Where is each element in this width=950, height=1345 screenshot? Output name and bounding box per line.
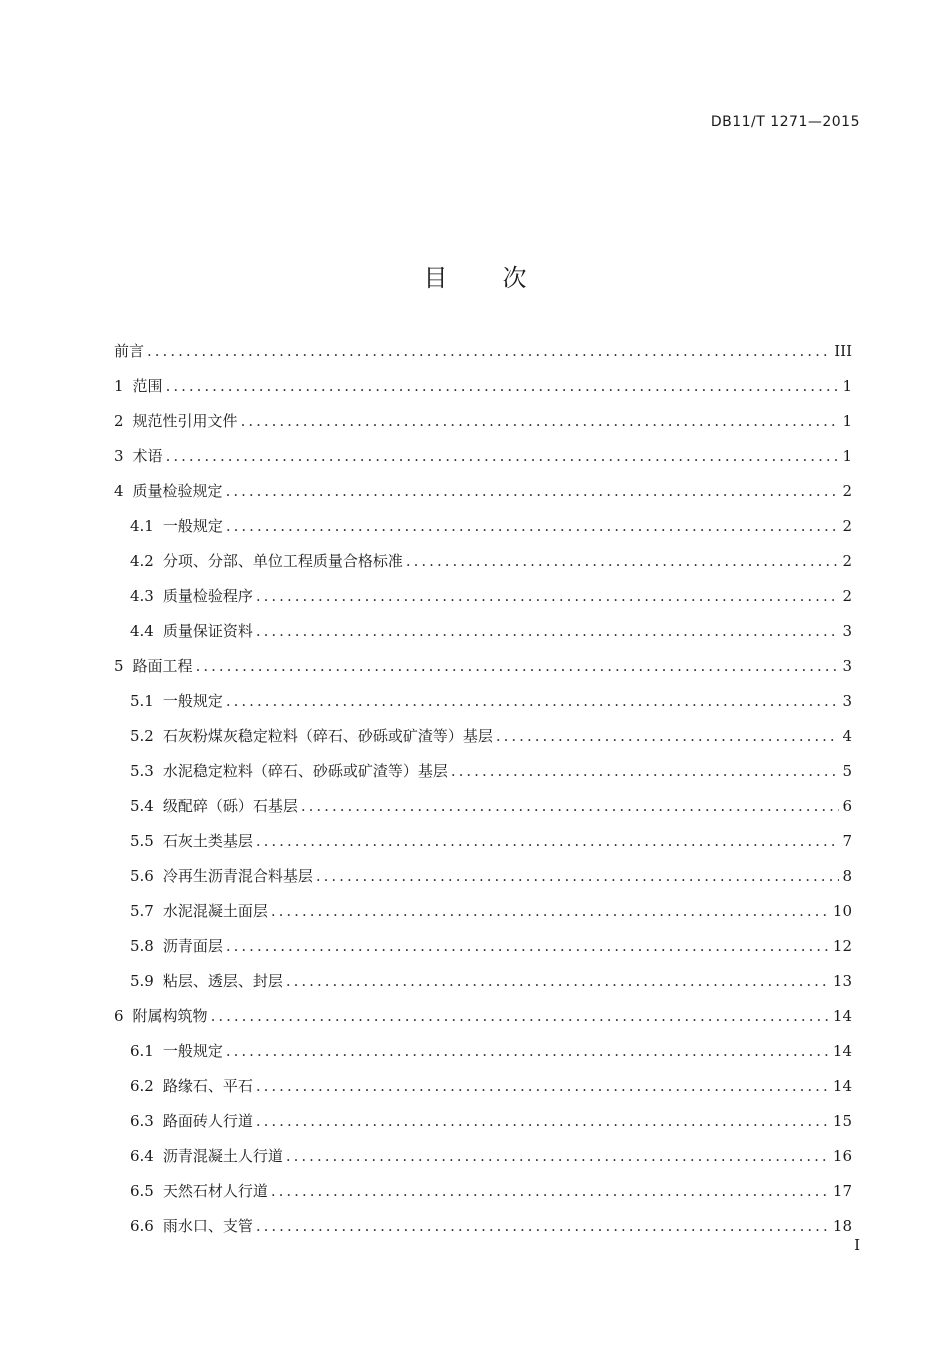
dot-leader (256, 579, 840, 614)
toc-entry-title: 天然石材人行道 (162, 1182, 268, 1200)
toc-entry-title: 石灰粉煤灰稳定粒料（碎石、砂砾或矿渣等）基层 (162, 727, 493, 745)
toc-entry-number: 4.2 (130, 552, 154, 570)
toc-entry-title: 分项、分部、单位工程质量合格标准 (162, 552, 403, 570)
toc-entry-page: 14 (832, 1042, 852, 1060)
toc-entry[interactable] (114, 684, 852, 719)
toc-entry-number: 6.2 (130, 1077, 154, 1095)
toc-entry-number: 5.4 (130, 797, 154, 815)
toc-entry-number: 2 (114, 412, 124, 430)
dot-leader (256, 614, 840, 649)
toc-entry[interactable] (114, 334, 852, 369)
toc-entry-page: 1 (842, 447, 852, 465)
toc-entry[interactable] (114, 1209, 852, 1244)
toc-entry-page: 14 (832, 1077, 852, 1095)
toc-entry-number: 6.6 (130, 1217, 154, 1235)
toc-entry[interactable] (114, 439, 852, 474)
toc-entry-number: 4 (114, 482, 124, 500)
dot-leader (256, 824, 840, 859)
toc-entry-number: 5.8 (130, 937, 154, 955)
toc-entry-title: 一般规定 (162, 692, 223, 710)
toc-entry-page: III (834, 342, 852, 360)
toc-entry-title: 粘层、透层、封层 (162, 972, 283, 990)
toc-entry-number: 6.5 (130, 1182, 154, 1200)
dot-leader (256, 1104, 830, 1139)
dot-leader (241, 404, 840, 439)
toc-entry[interactable] (114, 404, 852, 439)
page-number: I (854, 1236, 860, 1254)
toc-entry-title: 水泥混凝土面层 (162, 902, 268, 920)
toc-entry-page: 13 (832, 972, 852, 990)
toc-entry-title: 沥青面层 (162, 937, 223, 955)
toc-entry-number: 5 (114, 657, 124, 675)
toc-entry-title: 一般规定 (162, 1042, 223, 1060)
toc-entry-title: 前言 (114, 342, 145, 360)
dot-leader (226, 929, 830, 964)
toc-entry[interactable] (114, 369, 852, 404)
dot-leader (196, 649, 840, 684)
toc-entry-number: 1 (114, 377, 124, 395)
toc-entry-page: 2 (842, 517, 852, 535)
toc-entry-title: 雨水口、支管 (162, 1217, 253, 1235)
toc-entry[interactable] (114, 1069, 852, 1104)
toc-entry-number: 4.3 (130, 587, 154, 605)
toc-entry[interactable] (114, 1139, 852, 1174)
dot-leader (286, 964, 830, 999)
toc-entry-number: 6.4 (130, 1147, 154, 1165)
toc-title-char-2: 次 (502, 264, 527, 292)
toc-entry-title: 水泥稳定粒料（碎石、砂砾或矿渣等）基层 (162, 762, 448, 780)
toc-entry[interactable] (114, 649, 852, 684)
toc-entry[interactable] (114, 789, 852, 824)
toc-title-char-1: 目 (423, 264, 448, 292)
toc-entry-title: 规范性引用文件 (132, 412, 238, 430)
toc-entry-number: 3 (114, 447, 124, 465)
toc-entry-page: 7 (842, 832, 852, 850)
toc-entry[interactable] (114, 719, 852, 754)
toc-entry[interactable] (114, 929, 852, 964)
dot-leader (271, 894, 830, 929)
toc-entry-page: 17 (832, 1182, 852, 1200)
dot-leader (316, 859, 840, 894)
toc-entry-page: 15 (832, 1112, 852, 1130)
dot-leader (166, 369, 840, 404)
toc-entry-title: 级配碎（砾）石基层 (162, 797, 298, 815)
toc-entry-page: 5 (842, 762, 852, 780)
toc-entry-page: 2 (842, 587, 852, 605)
toc-entry-title: 路面工程 (132, 657, 193, 675)
dot-leader (256, 1209, 830, 1244)
toc-entry-number: 6.3 (130, 1112, 154, 1130)
dot-leader (226, 474, 840, 509)
dot-leader (226, 1034, 830, 1069)
toc-entry[interactable] (114, 1104, 852, 1139)
toc-entry-title: 冷再生沥青混合料基层 (162, 867, 313, 885)
toc-entry-title: 质量检验规定 (132, 482, 223, 500)
toc-entry-title: 一般规定 (162, 517, 223, 535)
dot-leader (301, 789, 840, 824)
dot-leader (226, 509, 840, 544)
toc-entry[interactable] (114, 544, 852, 579)
dot-leader (496, 719, 840, 754)
dot-leader (211, 999, 830, 1034)
toc-entry-number: 5.6 (130, 867, 154, 885)
toc-entry-number: 5.2 (130, 727, 154, 745)
toc-entry-page: 3 (842, 692, 852, 710)
toc-entry[interactable] (114, 964, 852, 999)
toc-entry-page: 2 (842, 552, 852, 570)
toc-entry-title: 路面砖人行道 (162, 1112, 253, 1130)
toc-entry-page: 1 (842, 377, 852, 395)
toc-entry-title: 质量检验程序 (162, 587, 253, 605)
toc-entry-number: 5.7 (130, 902, 154, 920)
toc-entry-number: 4.1 (130, 517, 154, 535)
toc-entry-page: 18 (832, 1217, 852, 1235)
toc-entry-page: 2 (842, 482, 852, 500)
toc-entry-number: 5.3 (130, 762, 154, 780)
table-of-contents (114, 334, 852, 1244)
toc-entry-title: 路缘石、平石 (162, 1077, 253, 1095)
toc-entry-number: 4.4 (130, 622, 154, 640)
dot-leader (166, 439, 840, 474)
toc-entry[interactable] (114, 509, 852, 544)
toc-entry-page: 14 (832, 1007, 852, 1025)
dot-leader (271, 1174, 830, 1209)
toc-entry-title: 质量保证资料 (162, 622, 253, 640)
toc-entry-page: 3 (842, 622, 852, 640)
toc-entry[interactable] (114, 1034, 852, 1069)
toc-entry-number: 5.9 (130, 972, 154, 990)
toc-entry-number: 5.1 (130, 692, 154, 710)
toc-entry-number: 5.5 (130, 832, 154, 850)
toc-entry-page: 12 (832, 937, 852, 955)
toc-entry-title: 石灰土类基层 (162, 832, 253, 850)
toc-entry-page: 16 (832, 1147, 852, 1165)
toc-entry-page: 10 (832, 902, 852, 920)
toc-entry-page: 4 (842, 727, 852, 745)
toc-entry[interactable] (114, 1174, 852, 1209)
toc-entry[interactable] (114, 859, 852, 894)
toc-entry-title: 沥青混凝土人行道 (162, 1147, 283, 1165)
dot-leader (406, 544, 840, 579)
toc-entry[interactable] (114, 614, 852, 649)
toc-entry-page: 3 (842, 657, 852, 675)
dot-leader (451, 754, 840, 789)
toc-entry[interactable] (114, 894, 852, 929)
toc-title (0, 258, 950, 293)
toc-entry[interactable] (114, 824, 852, 859)
toc-entry-page: 1 (842, 412, 852, 430)
toc-entry-number: 6.1 (130, 1042, 154, 1060)
toc-entry-title: 附属构筑物 (132, 1007, 208, 1025)
dot-leader (147, 334, 831, 369)
toc-entry-title: 术语 (132, 447, 163, 465)
toc-entry[interactable] (114, 999, 852, 1034)
toc-entry-page: 8 (842, 867, 852, 885)
toc-entry-number: 6 (114, 1007, 124, 1025)
toc-entry[interactable] (114, 579, 852, 614)
toc-entry[interactable] (114, 754, 852, 789)
toc-entry-title: 范围 (132, 377, 163, 395)
dot-leader (256, 1069, 830, 1104)
dot-leader (226, 684, 840, 719)
toc-entry-page: 6 (842, 797, 852, 815)
dot-leader (286, 1139, 830, 1174)
toc-entry[interactable] (114, 474, 852, 509)
document-code: DB11/T 1271—2015 (710, 114, 860, 130)
